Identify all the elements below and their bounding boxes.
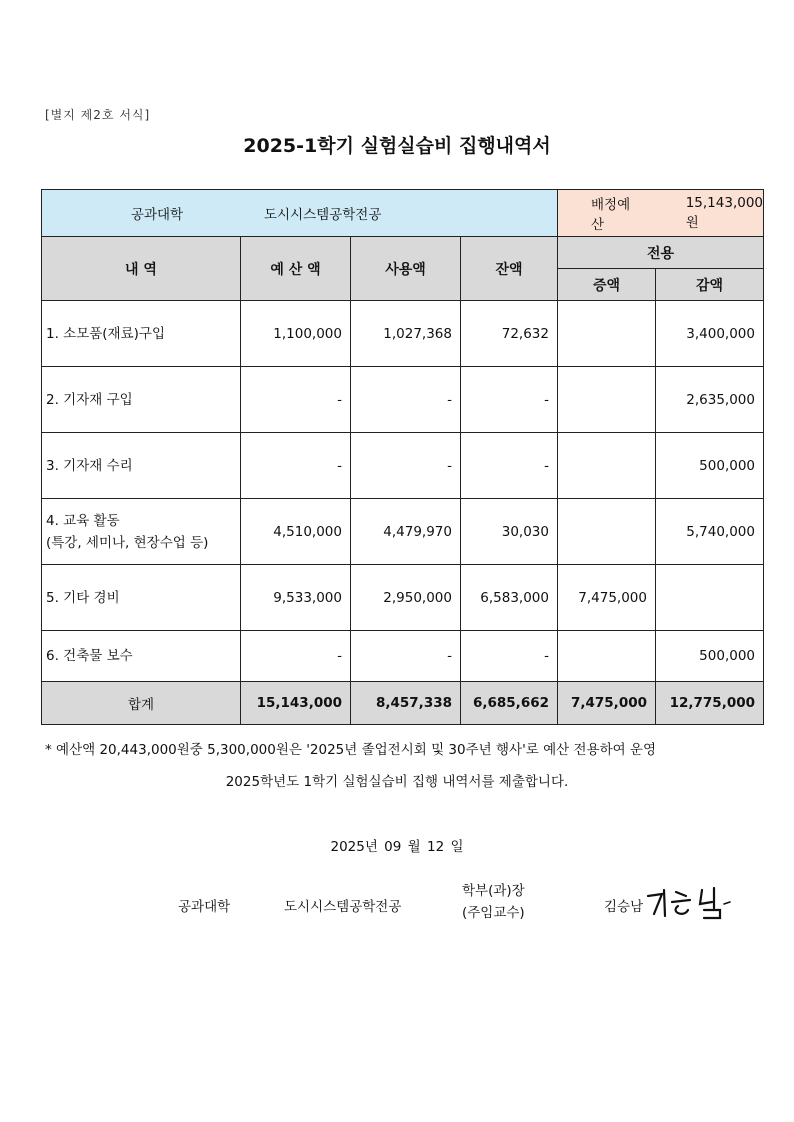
table-row bbox=[42, 433, 764, 499]
column-header-row bbox=[42, 237, 764, 269]
signature-name: 김승남 bbox=[604, 899, 644, 915]
row-used: - bbox=[351, 631, 461, 682]
row-used: 4,479,970 bbox=[351, 499, 461, 565]
row-budget: - bbox=[241, 367, 351, 433]
row-budget: - bbox=[241, 631, 351, 682]
row-decrease: 5,740,000 bbox=[656, 499, 764, 565]
row-remaining: - bbox=[461, 631, 558, 682]
row-increase bbox=[558, 631, 656, 682]
row-item: 1. 소모품(재료)구입 bbox=[42, 301, 241, 367]
row-remaining: - bbox=[461, 367, 558, 433]
row-item-line1: 4. 교육 활동 bbox=[46, 512, 120, 529]
row-budget: 4,510,000 bbox=[241, 499, 351, 565]
total-remaining: 6,685,662 bbox=[461, 682, 558, 725]
header-budget: 예 산 액 bbox=[241, 237, 351, 301]
total-increase: 7,475,000 bbox=[558, 682, 656, 725]
row-used: - bbox=[351, 367, 461, 433]
handwritten-signature-icon bbox=[640, 880, 740, 924]
document-title: 2025-1학기 실험실습비 집행내역서 bbox=[243, 135, 551, 157]
submission-date: 2025년 09 월 12 일 bbox=[330, 839, 464, 855]
row-decrease: 3,400,000 bbox=[656, 301, 764, 367]
row-item: 2. 기자재 구입 bbox=[42, 367, 241, 433]
header-transfer: 전용 bbox=[558, 237, 764, 269]
row-increase: 7,475,000 bbox=[558, 565, 656, 631]
row-budget: 1,100,000 bbox=[241, 301, 351, 367]
row-item-line2: (특강, 세미나, 현장수업 등) bbox=[46, 534, 209, 551]
budget-cell bbox=[558, 190, 764, 237]
row-decrease: 500,000 bbox=[656, 631, 764, 682]
row-increase bbox=[558, 367, 656, 433]
row-budget: 9,533,000 bbox=[241, 565, 351, 631]
row-decrease: 500,000 bbox=[656, 433, 764, 499]
row-item: 3. 기자재 수리 bbox=[42, 433, 241, 499]
row-item: 6. 건축물 보수 bbox=[42, 631, 241, 682]
header-decrease: 감액 bbox=[656, 269, 764, 301]
college-dept-cell bbox=[42, 190, 558, 237]
total-decrease: 12,775,000 bbox=[656, 682, 764, 725]
submission-statement: 2025학년도 1학기 실험실습비 집행 내역서를 제출합니다. bbox=[225, 774, 569, 790]
budget-label: 배정예산 bbox=[591, 197, 631, 233]
signature-role-line2: (주임교수) bbox=[462, 905, 525, 921]
row-remaining: 72,632 bbox=[461, 301, 558, 367]
signature-role bbox=[462, 880, 525, 924]
total-row bbox=[42, 682, 764, 725]
signature-college: 공과대학 bbox=[178, 899, 231, 915]
budget-value: 15,143,000 원 bbox=[685, 195, 763, 231]
row-remaining: 30,030 bbox=[461, 499, 558, 565]
total-label: 합계 bbox=[42, 682, 241, 725]
row-used: 2,950,000 bbox=[351, 565, 461, 631]
form-label: [별지 제2호 서식] bbox=[45, 108, 151, 122]
row-increase bbox=[558, 301, 656, 367]
table-row bbox=[42, 301, 764, 367]
header-item: 내 역 bbox=[42, 237, 241, 301]
header-used: 사용액 bbox=[351, 237, 461, 301]
row-remaining: 6,583,000 bbox=[461, 565, 558, 631]
signature-role-line1: 학부(과)장 bbox=[462, 883, 525, 899]
row-budget: - bbox=[241, 433, 351, 499]
total-used: 8,457,338 bbox=[351, 682, 461, 725]
total-budget: 15,143,000 bbox=[241, 682, 351, 725]
header-increase: 증액 bbox=[558, 269, 656, 301]
header-remaining: 잔액 bbox=[461, 237, 558, 301]
department-name: 도시시스템공학전공 bbox=[264, 207, 382, 223]
row-decrease: 2,635,000 bbox=[656, 367, 764, 433]
row-item: 5. 기타 경비 bbox=[42, 565, 241, 631]
table-row bbox=[42, 565, 764, 631]
table-row bbox=[42, 499, 764, 565]
college-name: 공과대학 bbox=[130, 207, 184, 223]
row-item bbox=[42, 499, 241, 565]
signature-department: 도시시스템공학전공 bbox=[284, 899, 402, 915]
row-used: - bbox=[351, 433, 461, 499]
budget-note: * 예산액 20,443,000원중 5,300,000원은 '2025년 졸업전시회 및 30주년 행사'로 예산 전용하여 운영 bbox=[45, 742, 657, 758]
expense-table bbox=[41, 189, 764, 725]
row-used: 1,027,368 bbox=[351, 301, 461, 367]
row-decrease bbox=[656, 565, 764, 631]
header-info-row bbox=[42, 190, 764, 237]
row-remaining: - bbox=[461, 433, 558, 499]
row-increase bbox=[558, 433, 656, 499]
row-increase bbox=[558, 499, 656, 565]
table-row bbox=[42, 631, 764, 682]
table-row bbox=[42, 367, 764, 433]
